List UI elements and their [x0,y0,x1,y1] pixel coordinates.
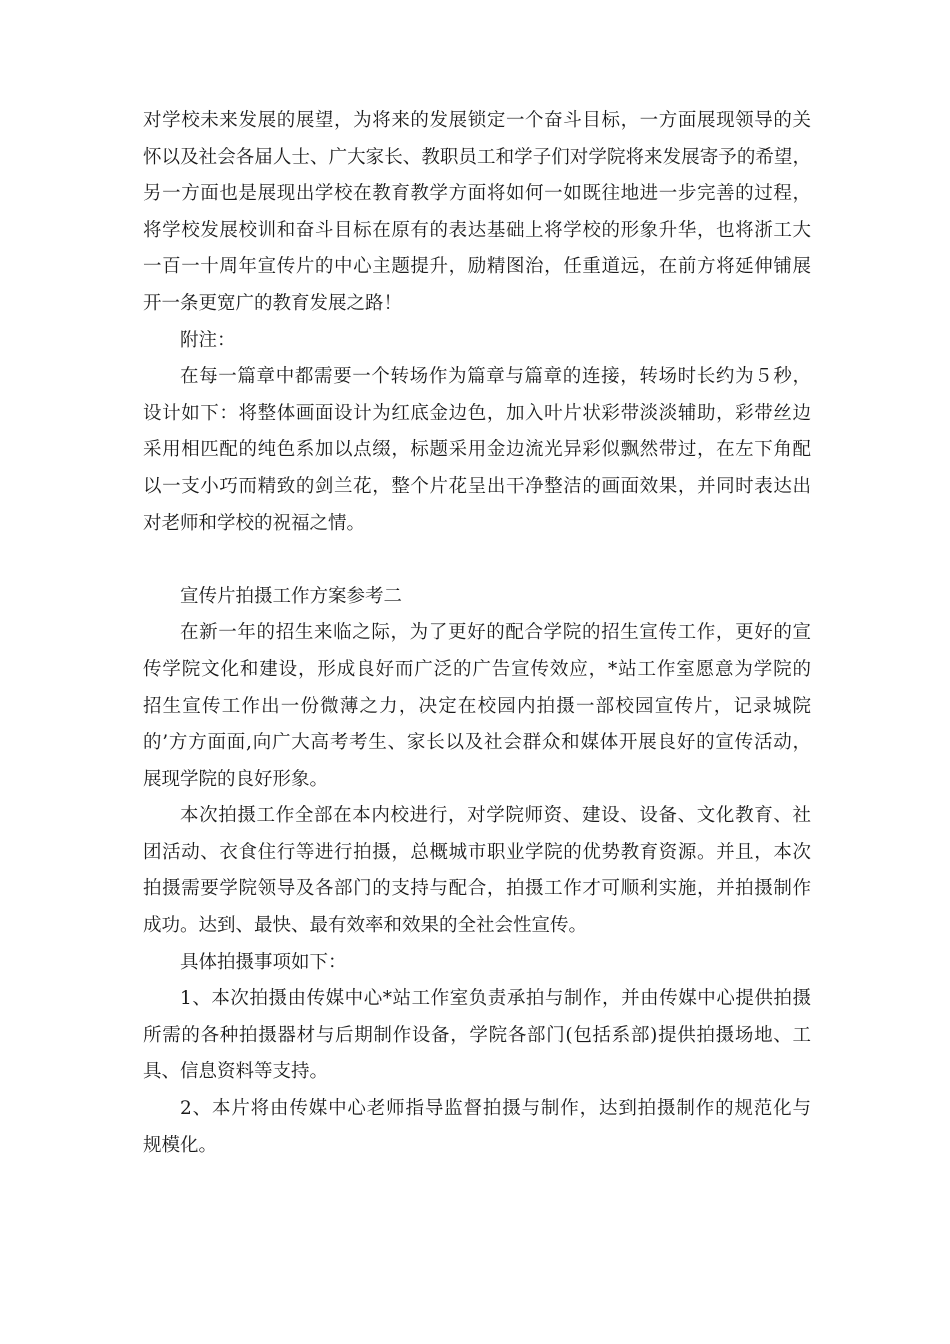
text-line: 以一支小巧而精致的剑兰花，整个片花呈出干净整洁的画面效果，并同时表达出 [143,475,811,497]
text-line: 1、本次拍摄由传媒中心*站工作室负责承拍与制作，并由传媒中心提供拍摄 [180,988,811,1010]
text-line: 具、信息资料等支持。 [143,1061,329,1083]
text-line: 对老师和学校的祝福之情。 [143,512,366,534]
text-line: 设计如下：将整体画面设计为红底金边色，加入叶片状彩带淡淡辅助，彩带丝边 [143,402,811,424]
text-line: 展现学院的良好形象。 [143,768,329,790]
text-line: 一百一十周年宣传片的中心主题提升，励精图治，任重道远，在前方将延伸铺展 [143,256,811,278]
text-line: 另一方面也是展现出学校在教育教学方面将如何一如既往地进一步完善的过程， [143,183,811,205]
text-line: 怀以及社会各届人士、广大家长、教职员工和学子们对学院将来发展寄予的希望， [143,146,811,168]
text-line: 本次拍摄工作全部在本内校进行，对学院师资、建设、设备、文化教育、社 [180,805,811,827]
text-line: 拍摄需要学院领导及各部门的支持与配合，拍摄工作才可顺利实施，并拍摄制作 [143,878,811,900]
list-item [143,981,811,1091]
document-body [143,103,811,1164]
text-line: 2、本片将由传媒中心老师指导监督拍摄与制作，达到拍摄制作的规范化与 [180,1098,811,1120]
note-label: 附注： [180,329,236,351]
text-line: 对学校未来发展的展望，为将来的发展锁定一个奋斗目标，一方面展现领导的关 [143,110,811,131]
paragraph-intro [143,615,811,798]
paragraph-transition [143,359,811,542]
list-item [143,1091,811,1164]
text-line: 成功。达到、最快、最有效率和效果的全社会性宣传。 [143,915,588,937]
paragraph-scope [143,798,811,944]
text-line: 将学校发展校训和奋斗目标在原有的表达基础上将学校的形象升华，也将浙工大 [143,219,811,241]
text-line: 在每一篇章中都需要一个转场作为篇章与篇章的连接，转场时长约为５秒， [180,366,811,388]
blank-line [143,542,811,579]
text-line: 所需的各种拍摄器材与后期制作设备，学院各部门(包括系部)提供拍摄场地、工 [143,1024,811,1046]
text-line: 团活动、衣食住行等进行拍摄，总概城市职业学院的优势教育资源。并且，本次 [143,841,811,863]
text-line: 规模化。 [143,1134,218,1156]
text-line: 招生宣传工作出一份微薄之力，决定在校园内拍摄一部校园宣传片，记录城院 [143,695,811,717]
items-label: 具体拍摄事项如下： [180,951,347,973]
text-line: 采用相匹配的纯色系加以点缀，标题采用金边流光异彩似飘然带过，在左下角配 [143,439,811,461]
text-line: 的’方方面面,向广大高考考生、家长以及社会群众和媒体开展良好的宣传活动， [143,732,811,754]
section-title: 宣传片拍摄工作方案参考二 [180,585,403,607]
paragraph-vision [143,103,811,323]
text-line: 开一条更宽广的教育发展之路！ [143,292,403,314]
text-line: 传学院文化和建设，形成良好而广泛的广告宣传效应，*站工作室愿意为学院的 [143,658,811,680]
text-line: 在新一年的招生来临之际，为了更好的配合学院的招生宣传工作，更好的宣 [180,622,811,644]
